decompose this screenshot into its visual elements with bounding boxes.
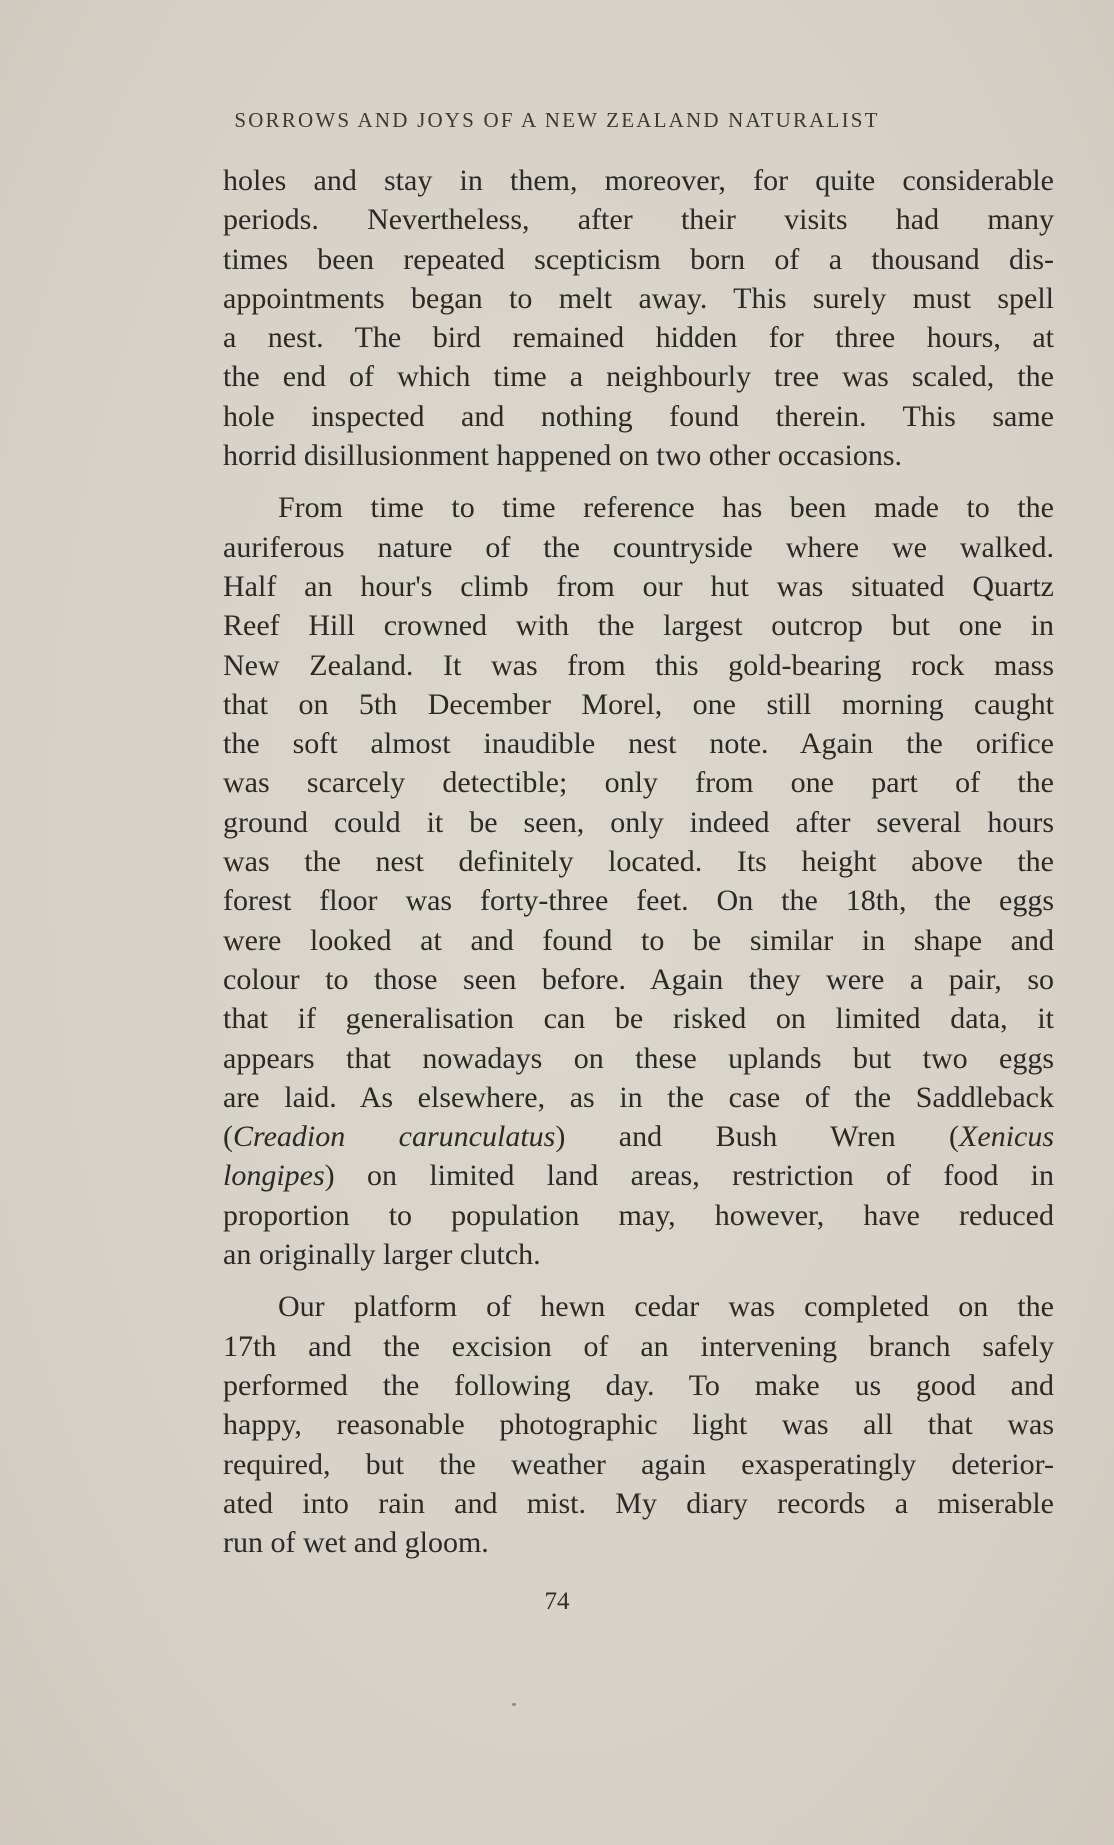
text-line: an originally larger clutch. <box>223 1238 541 1272</box>
text-line: forest floor was forty-three feet. On the 18th, the eggs <box>223 884 1054 918</box>
text-line: colour to those seen before. Again they were a pair, so <box>223 962 1054 996</box>
text-line: proportion to population may, however, have reduced <box>223 1198 1054 1232</box>
text-fragment: ( <box>223 1120 233 1154</box>
text-fragment: ) on limited land areas, restriction of food in <box>324 1159 1054 1193</box>
text-line <box>223 1156 1054 1195</box>
text-line: Our platform of hewn cedar was completed on the <box>278 1290 1054 1324</box>
text-line: holes and stay in them, moreover, for quite considerable <box>223 164 1054 197</box>
paragraph-3 <box>223 1287 1054 1562</box>
text-line: Reef Hill crowned with the largest outcrop but one in <box>223 609 1054 643</box>
text-line: times been repeated scepticism born of a thousand dis- <box>223 242 1054 276</box>
species-name: longipes <box>223 1159 325 1193</box>
text-line: the end of which time a neighbourly tree was scaled, the <box>223 360 1054 394</box>
text-line: auriferous nature of the countryside where we walked. <box>223 530 1054 564</box>
text-line: performed the following day. To make us good and <box>223 1368 1054 1402</box>
text-line: ated into rain and mist. My diary records a miserable <box>223 1486 1054 1520</box>
text-line: New Zealand. It was from this gold-bearing rock mass <box>223 648 1054 682</box>
paragraph-1 <box>223 161 1054 475</box>
text-line: hole inspected and nothing found therein. This same <box>223 399 1054 433</box>
running-head: SORROWS AND JOYS OF A NEW ZEALAND NATURALIST <box>234 108 880 132</box>
text-line: appears that nowadays on these uplands but two eggs <box>223 1041 1054 1075</box>
text-line: that if generalisation can be risked on limited data, it <box>223 1002 1054 1036</box>
text-line: From time to time reference has been made to the <box>278 491 1054 525</box>
text-line: appointments began to melt away. This surely must spell <box>223 281 1054 315</box>
text-line: periods. Nevertheless, after their visits had many <box>223 203 1054 237</box>
text-line: 17th and the excision of an intervening branch safely <box>223 1329 1054 1363</box>
text-line: are laid. As elsewhere, as in the case of the Saddleback <box>223 1080 1054 1114</box>
paper-speck <box>512 1703 516 1706</box>
text-line: was scarcely detectible; only from one part of the <box>223 766 1054 800</box>
body-text <box>223 161 1054 1562</box>
species-name: Creadion carunculatus <box>233 1120 556 1154</box>
text-line: happy, reasonable photographic light was all that was <box>223 1408 1054 1442</box>
text-line: a nest. The bird remained hidden for three hours, at <box>223 321 1054 355</box>
text-line: that on 5th December Morel, one still morning caught <box>223 687 1054 721</box>
text-line: horrid disillusionment happened on two other occasions. <box>223 439 903 473</box>
species-name: Xenicus <box>959 1120 1055 1154</box>
text-line: run of wet and gloom. <box>223 1526 489 1560</box>
page-number: 74 <box>544 1588 570 1615</box>
text-line: were looked at and found to be similar in shape and <box>223 923 1054 957</box>
text-line: ground could it be seen, only indeed after several hours <box>223 805 1054 839</box>
text-line <box>223 1117 1054 1156</box>
text-line: required, but the weather again exasperatingly deterior- <box>223 1447 1054 1481</box>
text-fragment: ) and Bush Wren ( <box>555 1120 960 1154</box>
text-line: was the nest definitely located. Its height above the <box>223 845 1054 879</box>
text-line: Half an hour's climb from our hut was situated Quartz <box>223 569 1054 603</box>
paragraph-2 <box>223 488 1054 1274</box>
text-line: the soft almost inaudible nest note. Again the orifice <box>223 727 1054 761</box>
